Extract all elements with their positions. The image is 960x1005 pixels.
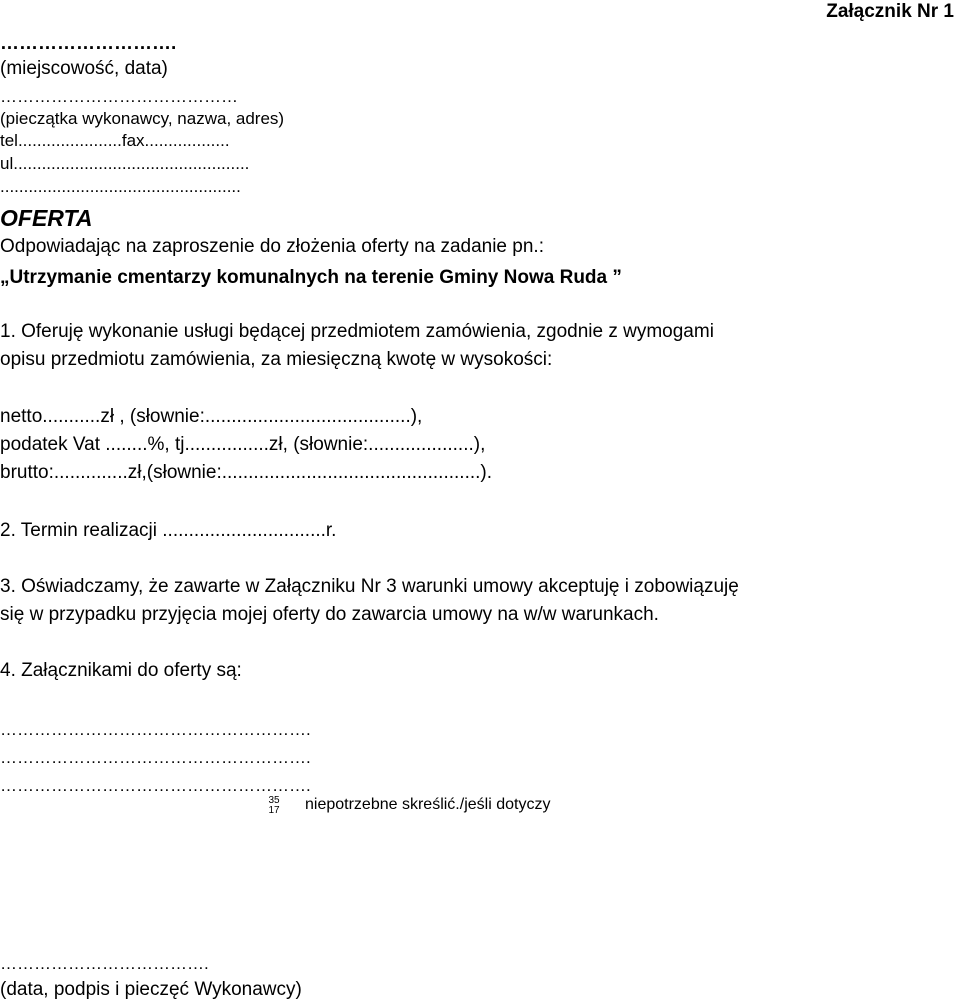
street-line: ul.................................................. bbox=[0, 154, 250, 173]
signature-dots: ………………………………. bbox=[0, 954, 209, 973]
point-4-attachments: 4. Załącznikami do oferty są: bbox=[0, 660, 242, 681]
footnote-number-top: 35 bbox=[268, 795, 280, 806]
attachment-line-3: ………………………………………………. bbox=[0, 776, 311, 795]
footnote-text: niepotrzebne skreślić./jeśli dotyczy bbox=[305, 796, 551, 813]
point-3-line-1: 3. Oświadczamy, że zawarte w Załączniku Nr 3 warunki umowy akceptuję i zobowiązuję bbox=[0, 576, 739, 597]
stamp-dots: …………………………………… bbox=[0, 87, 238, 106]
offer-title: OFERTA bbox=[0, 205, 93, 231]
offer-intro: Odpowiadając na zaproszenie do złożenia oferty na zadanie pn.: bbox=[0, 236, 544, 257]
point-2-deadline: 2. Termin realizacji ...............................r. bbox=[0, 520, 337, 541]
signature-label: (data, podpis i pieczęć Wykonawcy) bbox=[0, 979, 302, 1000]
netto-line: netto...........zł , (słownie:.......................................), bbox=[0, 406, 423, 427]
footnote-numbers bbox=[266, 796, 282, 816]
place-date-label: (miejscowość, data) bbox=[0, 58, 168, 79]
footnote-number-bottom: 17 bbox=[268, 805, 280, 816]
point-1-line-1: 1. Oferuję wykonanie usługi będącej przedmiotem zamówienia, zgodnie z wymogami bbox=[0, 321, 714, 342]
offer-task-name: „Utrzymanie cmentarzy komunalnych na terenie Gminy Nowa Ruda ” bbox=[0, 267, 622, 288]
attachment-line-1: ………………………………………………. bbox=[0, 720, 311, 739]
stamp-label: (pieczątka wykonawcy, nazwa, adres) bbox=[0, 109, 285, 128]
attachment-line-2: ………………………………………………. bbox=[0, 748, 311, 767]
attachment-number: Załącznik Nr 1 bbox=[826, 1, 954, 22]
point-1-line-2: opisu przedmiotu zamówienia, za miesięczną kwotę w wysokości: bbox=[0, 349, 553, 370]
street-continuation-line: ................................................... bbox=[0, 177, 241, 196]
brutto-line: brutto:..............zł,(słownie:.................................................). bbox=[0, 462, 493, 483]
place-date-dots: ………………………. bbox=[0, 33, 177, 54]
tel-fax-line: tel......................fax.................. bbox=[0, 131, 230, 150]
point-3-line-2: się w przypadku przyjęcia mojej oferty do zawarcia umowy na w/w warunkach. bbox=[0, 604, 659, 625]
vat-line: podatek Vat ........%, tj................zł, (słownie:....................), bbox=[0, 434, 486, 455]
